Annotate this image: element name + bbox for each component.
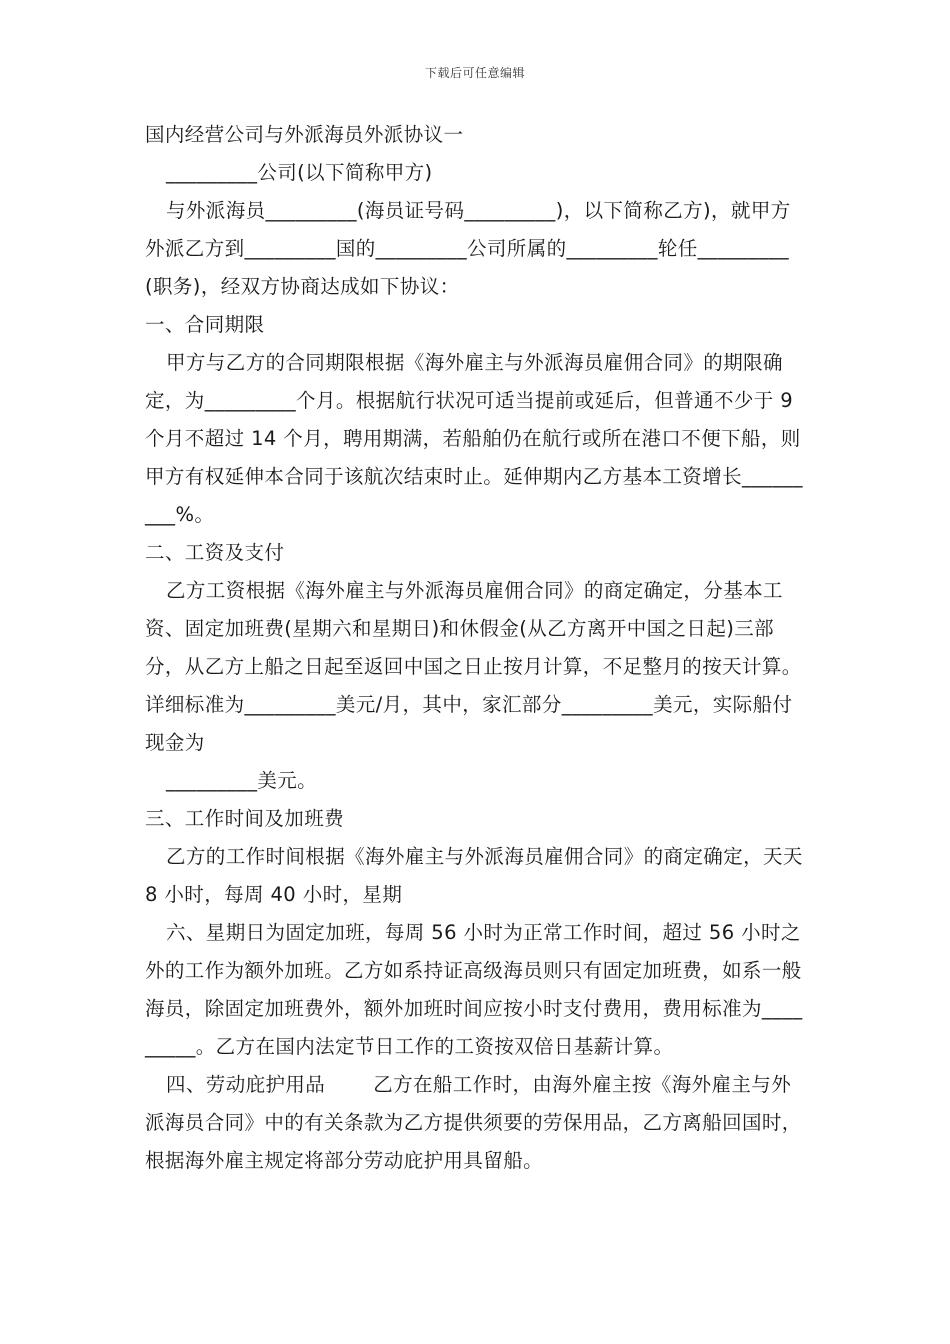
document-body bbox=[145, 116, 807, 1180]
section-2-tail: _________美元。 bbox=[166, 769, 318, 792]
intro-paragraph: 与外派海员_________(海员证号码_________)，以下简称乙方)，就甲方外派乙方到_________国的_________公司所属的_________轮任_________(职务)，经双方协商达成如下协议： bbox=[145, 199, 791, 298]
section-2-body: 乙方工资根据《海外雇主与外派海员雇佣合同》的商定确定，分基本工资、固定加班费(星期六和星期日)和休假金(从乙方离开中国之日起)三部分，从乙方上船之日起至返回中国之日止按月计算，不足整月的按天计算。详细标准为_________美元/月，其中，家汇部分_________美元，实际船付现金为 bbox=[145, 579, 802, 754]
section-2-title: 二、工资及支付 bbox=[145, 541, 285, 564]
party-a-line: _________公司(以下简称甲方) bbox=[166, 161, 433, 184]
page-header-note: 下载后可任意编辑 bbox=[424, 66, 525, 80]
document-title: 国内经营公司与外派海员外派协议一 bbox=[145, 123, 464, 146]
section-4-body: 乙方在船工作时，由海外雇主按《海外雇主与外派海员合同》中的有关条款为乙方提供须要的劳保用品，乙方离船回国时，根据海外雇主规定将部分劳动庇护用具留船。 bbox=[145, 1073, 802, 1172]
section-4-title: 四、劳动庇护用品 bbox=[166, 1073, 326, 1096]
section-4-paragraph bbox=[145, 1066, 807, 1180]
section-1-body: 甲方与乙方的合同期限根据《海外雇主与外派海员雇佣合同》的期限确定，为_________个月。根据航行状况可适当提前或延后，但普通不少于 9 个月不超过 14 个月，聘用期满，若船舶仍在航行或所在港口不便下船，则甲方有权延伸本合同于该航次结束时止。延伸期内乙方基本工资增长_________%。 bbox=[145, 351, 803, 526]
section-3-title: 三、工作时间及加班费 bbox=[145, 807, 345, 830]
section-3-body-continued: 六、星期日为固定加班，每周 56 小时为正常工作时间，超过 56 小时之外的工作为额外加班。乙方如系持证高级海员则只有固定加班费，如系一般海员，除固定加班费外，额外加班时间应按小时支付费用，费用标准为_________。乙方在国内法定节日工作的工资按双倍日基薪计算。 bbox=[145, 921, 803, 1058]
section-1-title: 一、合同期限 bbox=[145, 313, 265, 336]
section-3-body: 乙方的工作时间根据《海外雇主与外派海员雇佣合同》的商定确定，天天 8 小时，每周 40 小时，星期 bbox=[145, 845, 803, 906]
